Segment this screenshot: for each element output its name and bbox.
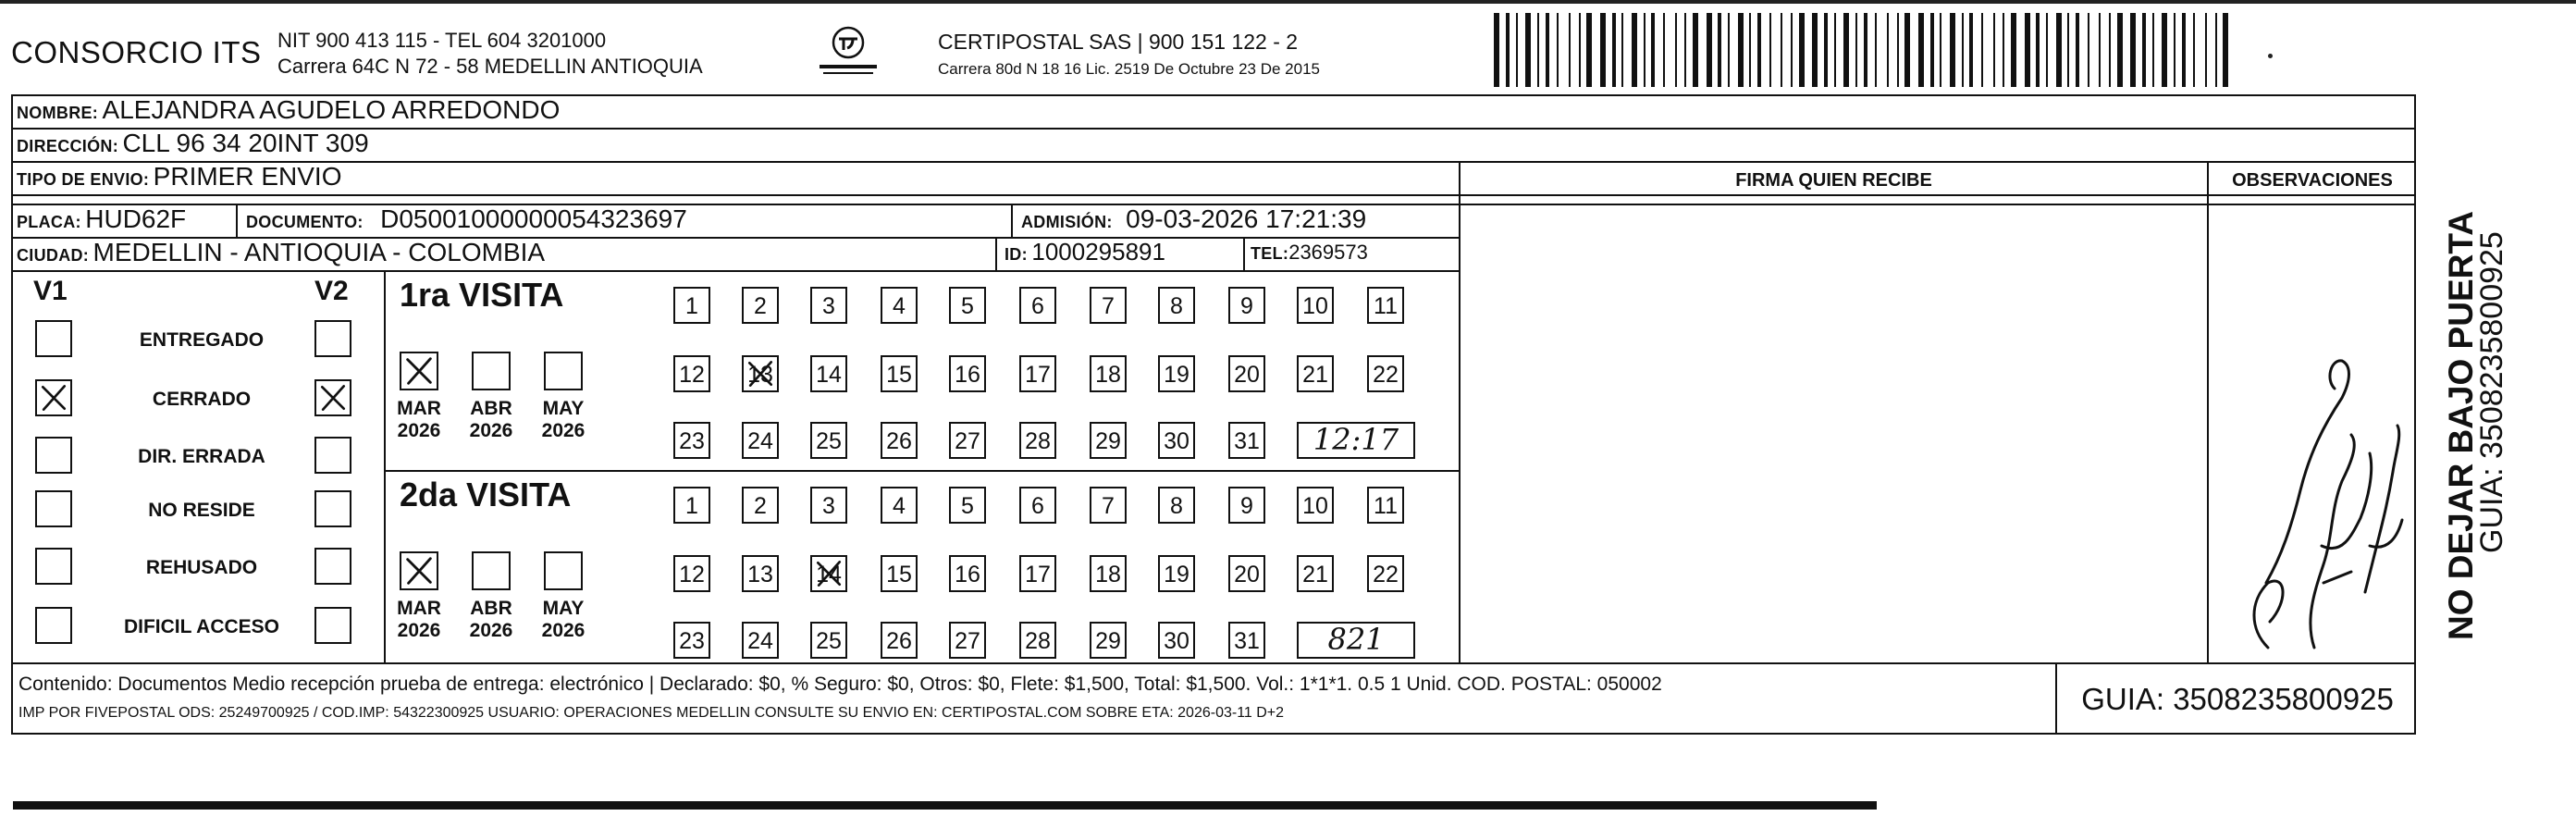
visit-2-day-11[interactable] xyxy=(1367,487,1404,524)
month-year: 2026 xyxy=(541,420,585,441)
barcode-bar xyxy=(2215,13,2217,87)
barcode-bar xyxy=(1757,13,1761,87)
day-number: 26 xyxy=(886,428,912,454)
day-number: 29 xyxy=(1095,628,1121,654)
day-number: 4 xyxy=(893,293,906,319)
visit-2-month-2-label xyxy=(534,598,593,642)
day-number: 11 xyxy=(1374,493,1398,519)
address-line: Carrera 64C N 72 - 58 MEDELLIN ANTIOQUIA xyxy=(277,55,703,78)
barcode-bar xyxy=(2117,13,2123,87)
day-number: 16 xyxy=(955,362,980,388)
barcode-bar xyxy=(2099,13,2101,87)
admision-label: ADMISIÓN: xyxy=(1021,213,1113,231)
day-number: 17 xyxy=(1025,362,1051,388)
visit-1-day-3[interactable] xyxy=(810,287,847,324)
visit-2-day-28[interactable] xyxy=(1019,622,1056,659)
admision-value: 09-03-2026 17:21:39 xyxy=(1126,204,1367,233)
month-year: 2026 xyxy=(397,620,441,641)
visit-1-time: 12:17 xyxy=(1313,422,1399,457)
visit-2-month-2-checkbox[interactable] xyxy=(544,551,583,590)
id-cell xyxy=(1005,238,1165,266)
barcode-bar xyxy=(1546,13,1549,87)
barcode-bar xyxy=(2076,13,2079,87)
direccion-row xyxy=(17,129,369,158)
barcode-bar xyxy=(2182,13,2186,87)
certipostal-line2: Carrera 80d N 18 16 Lic. 2519 De Octubre 23 De 2015 xyxy=(938,60,1320,78)
day-number: 3 xyxy=(822,293,835,319)
ciudad-value: MEDELLIN - ANTIOQUIA - COLOMBIA xyxy=(92,238,546,266)
day-number: 16 xyxy=(955,562,980,587)
visit-1-day-4[interactable] xyxy=(881,287,918,324)
visit-1-day-31[interactable] xyxy=(1228,422,1265,459)
barcode-bar xyxy=(1621,13,1623,87)
visit-1-day-13[interactable] xyxy=(742,355,779,392)
visit-1-month-2-checkbox[interactable] xyxy=(544,352,583,390)
visit-2-day-7[interactable] xyxy=(1090,487,1127,524)
barcode-bar xyxy=(2046,13,2048,87)
visit-2-day-31[interactable] xyxy=(1228,622,1265,659)
month-year: 2026 xyxy=(469,620,513,641)
certipostal-line1: CERTIPOSTAL SAS | 900 151 122 - 2 xyxy=(938,30,1299,54)
mark-dot xyxy=(2268,54,2273,58)
day-number: 10 xyxy=(1302,493,1328,519)
visit-2-month-0-checkbox[interactable] xyxy=(400,551,438,590)
barcode-bar xyxy=(1887,13,1889,87)
barcode-bar xyxy=(1918,13,1924,87)
v1-no-reside-checkbox[interactable] xyxy=(35,490,72,527)
bottom-border xyxy=(13,801,1877,810)
day-number: 17 xyxy=(1025,562,1051,587)
visit-1-day-15[interactable] xyxy=(881,355,918,392)
nombre-label: NOMBRE: xyxy=(17,104,99,122)
documento-cell xyxy=(246,204,687,234)
day-number: 8 xyxy=(1170,293,1183,319)
day-number: 2 xyxy=(754,493,767,519)
barcode-bar xyxy=(2174,13,2175,87)
visit-1-day-17[interactable] xyxy=(1019,355,1056,392)
day-number: 9 xyxy=(1240,293,1253,319)
day-number: 18 xyxy=(1095,362,1121,388)
visit-1-day-10[interactable] xyxy=(1297,287,1334,324)
tel-label: TEL: xyxy=(1251,244,1289,263)
ciudad-label: CIUDAD: xyxy=(17,246,90,265)
month-name: MAY xyxy=(542,598,585,619)
v2-dificil-acceso-checkbox[interactable] xyxy=(314,607,351,644)
day-number: 20 xyxy=(1234,562,1260,587)
visit-1-day-12[interactable] xyxy=(673,355,710,392)
placa-label: PLACA: xyxy=(17,213,81,231)
visit-2-day-24[interactable] xyxy=(742,622,779,659)
v1-rehusado-checkbox[interactable] xyxy=(35,548,72,585)
day-number: 15 xyxy=(886,562,912,587)
visit-1-day-5[interactable] xyxy=(949,287,986,324)
visit-2-day-15[interactable] xyxy=(881,555,918,592)
barcode-bar xyxy=(1864,13,1867,87)
visit-1-day-18[interactable] xyxy=(1090,355,1127,392)
day-number: 31 xyxy=(1234,428,1260,454)
month-year: 2026 xyxy=(397,420,441,441)
barcode-bar xyxy=(2152,13,2154,87)
day-number: 27 xyxy=(955,428,980,454)
day-number: 28 xyxy=(1025,428,1051,454)
barcode-bar xyxy=(2056,13,2062,87)
visit-1-day-21[interactable] xyxy=(1297,355,1334,392)
day-number: 24 xyxy=(747,428,773,454)
visit-1-day-14[interactable] xyxy=(810,355,847,392)
barcode xyxy=(1494,13,2229,87)
tipo-envio-row xyxy=(17,162,341,192)
v2-heading: V2 xyxy=(314,276,349,306)
status-label-no-reside: NO RESIDE xyxy=(148,500,255,521)
barcode-bar xyxy=(1843,13,1849,87)
tipo-envio-value: PRIMER ENVIO xyxy=(153,162,342,191)
nit-line: NIT 900 413 115 - TEL 604 3201000 xyxy=(277,29,607,52)
day-number: 22 xyxy=(1373,562,1399,587)
barcode-bar xyxy=(1791,13,1793,87)
day-number: 7 xyxy=(1102,493,1115,519)
status-label-dificil-acceso: DIFICIL ACCESO xyxy=(123,616,279,637)
month-name: ABR xyxy=(470,598,512,619)
company-info xyxy=(277,28,703,80)
visit-2-day-26[interactable] xyxy=(881,622,918,659)
barcode-bar xyxy=(1950,13,1955,87)
barcode-bar xyxy=(2067,13,2069,87)
day-number: 26 xyxy=(886,628,912,654)
visit-2-day-22[interactable] xyxy=(1367,555,1404,592)
day-number: 15 xyxy=(886,362,912,388)
visit-1-day-25[interactable] xyxy=(810,422,847,459)
side-guia: GUIA: 3508235800925 xyxy=(2474,231,2509,553)
v1-dir-errada-checkbox[interactable] xyxy=(35,437,72,474)
barcode-bar xyxy=(1993,13,1995,87)
visit-2-month-1-label xyxy=(462,598,521,642)
barcode-bar xyxy=(1612,13,1616,87)
admision-cell xyxy=(1021,204,1366,234)
visit-2-month-0-label xyxy=(389,598,449,642)
visit-1-day-29[interactable] xyxy=(1090,422,1127,459)
day-number: 19 xyxy=(1164,362,1189,388)
visit-2-day-6[interactable] xyxy=(1019,487,1056,524)
visit-2-day-29[interactable] xyxy=(1090,622,1127,659)
visit-1-day-28[interactable] xyxy=(1019,422,1056,459)
certipostal-logo xyxy=(814,24,882,80)
barcode-bar xyxy=(1962,13,1964,87)
barcode-bar xyxy=(1494,13,1499,87)
barcode-bar xyxy=(2003,13,2004,87)
content-summary: Contenido: Documentos Medio recepción prueba de entrega: electrónico | Declarado: $0, % Seguro: $0, Otros: $0, Flete: $1,500, Total: $1,500. Vol.: 1*1*1. 0.5 1 Unid. COD. POSTAL: 050002 xyxy=(18,674,1662,695)
barcode-bar xyxy=(1855,13,1857,87)
barcode-bar xyxy=(1644,13,1645,87)
barcode-bar xyxy=(1930,13,1934,87)
barcode-bar xyxy=(1799,13,1805,87)
id-label: ID: xyxy=(1005,245,1028,264)
day-mark xyxy=(744,357,777,390)
day-number: 28 xyxy=(1025,628,1051,654)
visit-2-day-1[interactable] xyxy=(673,487,710,524)
month-year: 2026 xyxy=(541,620,585,641)
barcode-bar xyxy=(2223,13,2228,87)
barcode-bar xyxy=(2142,13,2146,87)
guia-number: GUIA: 3508235800925 xyxy=(2055,664,2418,735)
visit-1-month-1-label xyxy=(462,398,521,442)
month-name: MAR xyxy=(397,598,441,619)
visit-1-day-11[interactable] xyxy=(1367,287,1404,324)
visit-1-day-16[interactable] xyxy=(949,355,986,392)
day-number: 8 xyxy=(1170,493,1183,519)
visit-1-day-7[interactable] xyxy=(1090,287,1127,324)
barcode-bar xyxy=(1718,13,1721,87)
day-number: 23 xyxy=(679,428,705,454)
visit-2-day-14[interactable] xyxy=(810,555,847,592)
barcode-bar xyxy=(1940,13,1941,87)
barcode-bar xyxy=(1812,13,1818,87)
visit-2-day-9[interactable] xyxy=(1228,487,1265,524)
day-number: 21 xyxy=(1302,562,1328,587)
visit-1-month-1-checkbox[interactable] xyxy=(472,352,511,390)
barcode-bar xyxy=(1875,13,1877,87)
barcode-bar xyxy=(1684,13,1686,87)
visit-2-day-18[interactable] xyxy=(1090,555,1127,592)
barcode-bar xyxy=(1824,13,1828,87)
day-number: 23 xyxy=(679,628,705,654)
id-value: 1000295891 xyxy=(1031,238,1165,266)
visit-1-month-0-checkbox[interactable] xyxy=(400,352,438,390)
barcode-bar xyxy=(1675,13,1677,87)
barcode-bar xyxy=(1728,13,1730,87)
day-number: 14 xyxy=(816,562,842,587)
barcode-bar xyxy=(1781,13,1782,87)
visit-1-title: 1ra VISITA xyxy=(400,276,564,314)
barcode-bar xyxy=(1651,13,1655,87)
day-number: 19 xyxy=(1164,562,1189,587)
barcode-bar xyxy=(1569,13,1571,87)
visit-2-day-2[interactable] xyxy=(742,487,779,524)
day-number: 30 xyxy=(1164,628,1189,654)
visit-1-day-2[interactable] xyxy=(742,287,779,324)
barcode-bar xyxy=(1707,13,1712,87)
visit-2-day-19[interactable] xyxy=(1158,555,1195,592)
v1-entregado-checkbox[interactable] xyxy=(35,320,72,357)
barcode-bar xyxy=(2036,13,2040,87)
barcode-bar xyxy=(2088,13,2089,87)
tel-cell xyxy=(1251,241,1368,265)
placa-cell xyxy=(17,204,186,234)
direccion-value: CLL 96 34 20INT 309 xyxy=(122,129,369,157)
v2-cerrado-checkbox[interactable] xyxy=(314,379,351,416)
visit-1-day-8[interactable] xyxy=(1158,287,1195,324)
day-number: 1 xyxy=(685,493,698,519)
barcode-bar xyxy=(1904,13,1910,87)
status-label-rehusado: REHUSADO xyxy=(145,557,258,578)
month-year: 2026 xyxy=(469,420,513,441)
day-number: 18 xyxy=(1095,562,1121,587)
day-number: 10 xyxy=(1302,293,1328,319)
barcode-bar xyxy=(1579,13,1581,87)
barcode-bar xyxy=(2025,13,2030,87)
status-label-cerrado: CERRADO xyxy=(152,389,252,410)
barcode-bar xyxy=(1693,13,1698,87)
handwritten-observation xyxy=(2212,278,2416,657)
barcode-bar xyxy=(2162,13,2167,87)
documento-value: D05001000000054323697 xyxy=(380,204,687,233)
day-number: 20 xyxy=(1234,362,1260,388)
day-number: 31 xyxy=(1234,628,1260,654)
status-label-dir-errada: DIR. ERRADA xyxy=(138,446,265,467)
visit-1-day-27[interactable] xyxy=(949,422,986,459)
day-number: 13 xyxy=(747,562,773,587)
day-number: 27 xyxy=(955,628,980,654)
barcode-bar xyxy=(1525,13,1531,87)
visit-1-day-26[interactable] xyxy=(881,422,918,459)
visit-1-day-20[interactable] xyxy=(1228,355,1265,392)
barcode-bar xyxy=(1632,13,1637,87)
month-name: ABR xyxy=(470,398,512,419)
visit-1-day-6[interactable] xyxy=(1019,287,1056,324)
side-warning: NO DEJAR BAJO PUERTA xyxy=(2442,211,2480,640)
day-number: 9 xyxy=(1240,493,1253,519)
day-number: 2 xyxy=(754,293,767,319)
visit-1-day-1[interactable] xyxy=(673,287,710,324)
barcode-bar xyxy=(2011,13,2016,87)
barcode-bar xyxy=(1516,13,1518,87)
visit-1-time-box[interactable] xyxy=(1297,422,1415,459)
day-mark xyxy=(812,557,845,590)
tel-value: 2369573 xyxy=(1288,241,1368,264)
visit-1-month-2-label xyxy=(534,398,593,442)
month-name: MAR xyxy=(397,398,441,419)
barcode-bar xyxy=(1586,13,1592,87)
visit-2-day-30[interactable] xyxy=(1158,622,1195,659)
barcode-bar xyxy=(1738,13,1744,87)
visit-1-day-19[interactable] xyxy=(1158,355,1195,392)
visit-2-day-10[interactable] xyxy=(1297,487,1334,524)
day-number: 12 xyxy=(679,362,705,388)
ciudad-cell xyxy=(17,238,545,267)
visit-2-day-3[interactable] xyxy=(810,487,847,524)
day-number: 6 xyxy=(1031,493,1044,519)
v1-heading: V1 xyxy=(33,276,68,306)
visit-2-day-12[interactable] xyxy=(673,555,710,592)
day-number: 6 xyxy=(1031,293,1044,319)
print-info: IMP POR FIVEPOSTAL ODS: 25249700925 / COD.IMP: 54322300925 USUARIO: OPERACIONES MEDELLIN CONSULTE SU ENVIO EN: CERTIPOSTAL.COM SOBRE ETA: 2026-03-11 D+2 xyxy=(18,705,1285,721)
visit-2-time: 821 xyxy=(1327,622,1385,657)
visit-1-day-24[interactable] xyxy=(742,422,779,459)
visit-1-day-23[interactable] xyxy=(673,422,710,459)
barcode-bar xyxy=(1749,13,1751,87)
day-number: 22 xyxy=(1373,362,1399,388)
visit-2-day-17[interactable] xyxy=(1019,555,1056,592)
month-name: MAY xyxy=(542,398,585,419)
barcode-bar xyxy=(2205,13,2207,87)
barcode-bar xyxy=(1506,13,1510,87)
day-number: 14 xyxy=(816,362,842,388)
documento-label: DOCUMENTO: xyxy=(246,213,364,231)
day-number: 25 xyxy=(816,628,842,654)
nombre-row xyxy=(17,95,560,125)
barcode-bar xyxy=(1537,13,1539,87)
placa-value: HUD62F xyxy=(85,204,187,233)
status-label-entregado: ENTREGADO xyxy=(139,329,265,351)
barcode-bar xyxy=(1600,13,1606,87)
v2-rehusado-checkbox[interactable] xyxy=(314,548,351,585)
day-number: 11 xyxy=(1374,293,1398,319)
v1-dificil-acceso-checkbox[interactable] xyxy=(35,607,72,644)
top-border xyxy=(0,0,2576,4)
visit-2-day-27[interactable] xyxy=(949,622,986,659)
day-number: 4 xyxy=(893,493,906,519)
day-number: 30 xyxy=(1164,428,1189,454)
barcode-bar xyxy=(2130,13,2136,87)
day-number: 24 xyxy=(747,628,773,654)
day-number: 29 xyxy=(1095,428,1121,454)
visit-2-day-21[interactable] xyxy=(1297,555,1334,592)
day-number: 5 xyxy=(961,493,974,519)
visit-2-day-13[interactable] xyxy=(742,555,779,592)
visit-2-day-4[interactable] xyxy=(881,487,918,524)
barcode-bar xyxy=(1663,13,1665,87)
visit-1-month-0-label xyxy=(389,398,449,442)
barcode-bar xyxy=(1834,13,1836,87)
v1-cerrado-checkbox[interactable] xyxy=(35,379,72,416)
visit-1-day-30[interactable] xyxy=(1158,422,1195,459)
v2-no-reside-checkbox[interactable] xyxy=(314,490,351,527)
visit-2-time-box[interactable] xyxy=(1297,622,1415,659)
barcode-bar xyxy=(1557,13,1559,87)
day-number: 21 xyxy=(1302,362,1328,388)
visit-2-month-1-checkbox[interactable] xyxy=(472,551,511,590)
visit-1-day-9[interactable] xyxy=(1228,287,1265,324)
visit-2-day-20[interactable] xyxy=(1228,555,1265,592)
day-number: 1 xyxy=(685,293,698,319)
day-number: 3 xyxy=(822,493,835,519)
visit-2-day-16[interactable] xyxy=(949,555,986,592)
firma-heading: FIRMA QUIEN RECIBE xyxy=(1735,170,1932,191)
barcode-bar xyxy=(1769,13,1771,87)
day-number: 12 xyxy=(679,562,705,587)
barcode-bar xyxy=(2109,13,2111,87)
day-number: 7 xyxy=(1102,293,1115,319)
day-number: 5 xyxy=(961,293,974,319)
direccion-label: DIRECCIÓN: xyxy=(17,137,118,155)
barcode-bar xyxy=(1981,13,1983,87)
barcode-bar xyxy=(2193,13,2195,87)
visit-1-day-22[interactable] xyxy=(1367,355,1404,392)
day-number: 13 xyxy=(747,362,773,388)
company-name: CONSORCIO ITS xyxy=(11,35,262,69)
nombre-value: ALEJANDRA AGUDELO ARREDONDO xyxy=(102,95,561,124)
certipostal-info xyxy=(938,28,1320,83)
barcode-bar xyxy=(1897,13,1899,87)
observaciones-heading: OBSERVACIONES xyxy=(2232,170,2393,191)
v2-entregado-checkbox[interactable] xyxy=(314,320,351,357)
v2-dir-errada-checkbox[interactable] xyxy=(314,437,351,474)
visit-2-day-25[interactable] xyxy=(810,622,847,659)
visit-2-title: 2da VISITA xyxy=(400,476,572,513)
visit-2-day-5[interactable] xyxy=(949,487,986,524)
tipo-envio-label: TIPO DE ENVIO: xyxy=(17,170,150,189)
visit-2-day-8[interactable] xyxy=(1158,487,1195,524)
visit-2-day-23[interactable] xyxy=(673,622,710,659)
barcode-bar xyxy=(1969,13,1973,87)
day-number: 25 xyxy=(816,428,842,454)
